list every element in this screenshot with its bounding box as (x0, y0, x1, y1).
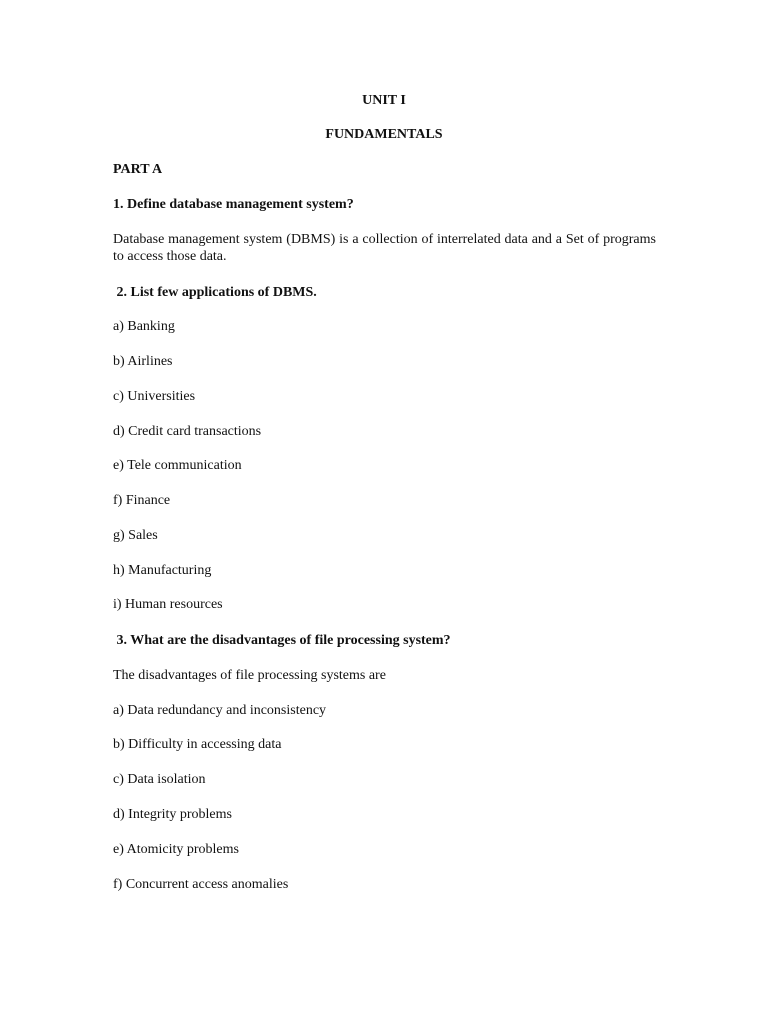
list-item: e) Atomicity problems (113, 842, 239, 857)
list-item: b) Airlines (113, 354, 173, 369)
list-item: i) Human resources (113, 597, 223, 612)
question-3: 3. What are the disadvantages of file processing system? (113, 633, 451, 648)
list-item: b) Difficulty in accessing data (113, 737, 282, 752)
list-item: f) Finance (113, 493, 171, 508)
list-item: d) Credit card transactions (113, 424, 262, 439)
list-item: a) Banking (113, 319, 175, 334)
question-1: 1. Define database management system? (113, 197, 354, 212)
answer-1: Database management system (DBMS) is a collection of interrelated data and a Set of programs to access those data. (113, 232, 656, 264)
unit-title: UNIT I (362, 93, 406, 108)
list-item: c) Data isolation (113, 772, 206, 787)
answer-3-intro: The disadvantages of file processing systems are (113, 668, 386, 683)
list-item: h) Manufacturing (113, 563, 212, 578)
list-item: d) Integrity problems (113, 807, 232, 822)
question-2: 2. List few applications of DBMS. (113, 285, 317, 300)
list-item: a) Data redundancy and inconsistency (113, 703, 327, 718)
list-item: f) Concurrent access anomalies (113, 877, 289, 892)
list-item: e) Tele communication (113, 458, 242, 473)
subject-title: FUNDAMENTALS (325, 127, 443, 142)
list-item: g) Sales (113, 528, 158, 543)
list-item: c) Universities (113, 389, 196, 404)
part-label: PART A (113, 162, 163, 177)
